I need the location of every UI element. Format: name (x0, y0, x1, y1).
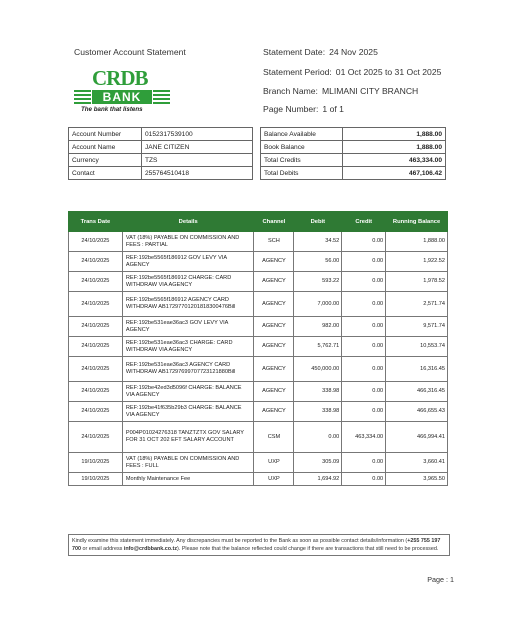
balance-row (261, 141, 446, 154)
trans-credit: 0.00 (342, 317, 386, 337)
trans-credit: 0.00 (342, 272, 386, 292)
logo-wordmark: CRDB (92, 66, 148, 90)
trans-channel: UXP (254, 453, 294, 473)
trans-credit: 0.00 (342, 292, 386, 317)
trans-details: VAT (18%) PAYABLE ON COMMISSION AND FEES : PARTIAL (122, 232, 254, 252)
statement-date (263, 47, 378, 57)
logo-tagline: The bank that listens (81, 106, 143, 113)
trans-balance: 3,965.50 (386, 473, 448, 486)
trans-credit: 463,334.00 (342, 422, 386, 453)
trans-credit: 0.00 (342, 382, 386, 402)
branch-name-value: MLIMANI CITY BRANCH (321, 86, 419, 96)
notice-phone: +255 755 197 700 (72, 538, 441, 552)
trans-channel: AGENCY (254, 292, 294, 317)
trans-balance: 466,655.43 (386, 402, 448, 422)
trans-debit: 593.22 (294, 272, 342, 292)
account-row (69, 154, 253, 167)
trans-channel: AGENCY (254, 252, 294, 272)
statement-date-value: 24 Nov 2025 (329, 47, 378, 57)
transactions-table (68, 211, 448, 486)
trans-date: 19/10/2025 (69, 473, 123, 486)
column-header-channel: Channel (254, 212, 294, 232)
trans-details: P004P01024276318 TANZTZTX GOV SALARY FOR 31 OCT 202 EFT SALARY ACCOUNT (122, 422, 254, 453)
trans-details: REF:192be5565f186912 GOV LEVY VIA AGENCY (122, 252, 254, 272)
trans-date: 24/10/2025 (69, 357, 123, 382)
column-header-credit: Credit (342, 212, 386, 232)
trans-details: REF:192be41f635b29b3 CHARGE: BALANCE VIA AGENCY (122, 402, 254, 422)
column-header-debit: Debit (294, 212, 342, 232)
trans-channel: UXP (254, 473, 294, 486)
table-row (69, 422, 448, 453)
page-number (263, 104, 344, 114)
balance-value: 1,888.00 (343, 141, 446, 154)
account-value: TZS (142, 154, 253, 167)
trans-balance: 3,660.41 (386, 453, 448, 473)
page-footer: Page : 1 (427, 575, 454, 584)
trans-credit: 0.00 (342, 473, 386, 486)
balance-label: Total Debits (261, 167, 343, 180)
account-label: Currency (69, 154, 142, 167)
trans-details: REF:192be5565f186912 AGENCY CARD WITHDRAW AB17297701201818300476Bill (122, 292, 254, 317)
trans-credit: 0.00 (342, 453, 386, 473)
trans-debit: 982.00 (294, 317, 342, 337)
notice-email-link[interactable]: info@crdbbank.co.tz (123, 546, 178, 552)
trans-debit: 0.00 (294, 422, 342, 453)
account-label: Account Number (69, 128, 142, 141)
trans-details: REF:192be531eae36ac3 GOV LEVY VIA AGENCY (122, 317, 254, 337)
balance-row (261, 167, 446, 180)
column-header-running-balance: Running Balance (386, 212, 448, 232)
trans-debit: 450,000.00 (294, 357, 342, 382)
balance-value: 467,106.42 (343, 167, 446, 180)
balance-row (261, 128, 446, 141)
table-row (69, 292, 448, 317)
column-header-trans-date: Trans Date (69, 212, 123, 232)
account-value: JANE CITIZEN (142, 141, 253, 154)
trans-balance: 1,922.52 (386, 252, 448, 272)
trans-debit: 338.98 (294, 402, 342, 422)
trans-balance: 1,888.00 (386, 232, 448, 252)
trans-date: 24/10/2025 (69, 402, 123, 422)
balance-value: 463,334.00 (343, 154, 446, 167)
table-row (69, 453, 448, 473)
table-row (69, 382, 448, 402)
statement-period-value: 01 Oct 2025 to 31 Oct 2025 (335, 67, 442, 77)
balance-summary-table (260, 127, 446, 180)
trans-debit: 56.00 (294, 252, 342, 272)
account-value: 0152317539100 (142, 128, 253, 141)
balance-value: 1,888.00 (343, 128, 446, 141)
trans-balance: 1,978.52 (386, 272, 448, 292)
statement-date-label: Statement Date: (263, 47, 326, 57)
notice-text: Kindly examine this statement immediately. Any discrepancies must be reported to the Bank as soon as possible contact details/information ( (72, 538, 408, 544)
trans-date: 24/10/2025 (69, 272, 123, 292)
table-row (69, 252, 448, 272)
trans-channel: AGENCY (254, 272, 294, 292)
trans-debit: 7,000.00 (294, 292, 342, 317)
trans-date: 24/10/2025 (69, 232, 123, 252)
account-row (69, 128, 253, 141)
trans-channel: AGENCY (254, 317, 294, 337)
statement-period-label: Statement Period: (263, 67, 332, 77)
balance-label: Total Credits (261, 154, 343, 167)
logo-bank-text: BANK (92, 90, 152, 104)
table-row (69, 272, 448, 292)
trans-balance: 466,994.41 (386, 422, 448, 453)
account-label: Contact (69, 167, 142, 180)
table-row (69, 232, 448, 252)
trans-debit: 305.09 (294, 453, 342, 473)
trans-debit: 338.98 (294, 382, 342, 402)
notice-text: or email address (81, 546, 124, 552)
trans-channel: CSM (254, 422, 294, 453)
logo-stripes-left (74, 90, 91, 104)
trans-credit: 0.00 (342, 402, 386, 422)
trans-channel: AGENCY (254, 357, 294, 382)
trans-details: REF:192be42ed3d5096f CHARGE: BALANCE VIA AGENCY (122, 382, 254, 402)
account-row (69, 167, 253, 180)
notice-text: ). Please note that the balance reflected could change if there are transactions that still need to be processed. (177, 546, 439, 552)
trans-date: 24/10/2025 (69, 422, 123, 453)
document-title: Customer Account Statement (74, 47, 186, 57)
trans-date: 19/10/2025 (69, 453, 123, 473)
balance-label: Balance Available (261, 128, 343, 141)
trans-debit: 34.52 (294, 232, 342, 252)
trans-credit: 0.00 (342, 252, 386, 272)
trans-credit: 0.00 (342, 232, 386, 252)
account-details-table (68, 127, 253, 180)
transactions-header-row (69, 212, 448, 232)
balance-row (261, 154, 446, 167)
trans-credit: 0.00 (342, 357, 386, 382)
trans-balance: 16,316.45 (386, 357, 448, 382)
trans-details: REF:192be5565f186912 CHARGE: CARD WITHDRAW VIA AGENCY (122, 272, 254, 292)
bank-logo (74, 66, 174, 112)
trans-date: 24/10/2025 (69, 252, 123, 272)
trans-date: 24/10/2025 (69, 382, 123, 402)
trans-debit: 1,694.92 (294, 473, 342, 486)
trans-credit: 0.00 (342, 337, 386, 357)
table-row (69, 317, 448, 337)
logo-stripes-right (153, 90, 170, 104)
table-row (69, 473, 448, 486)
account-value: 255764510418 (142, 167, 253, 180)
trans-date: 24/10/2025 (69, 292, 123, 317)
trans-balance: 466,316.45 (386, 382, 448, 402)
trans-details: Monthly Maintenance Fee (122, 473, 254, 486)
trans-channel: AGENCY (254, 402, 294, 422)
page-number-value: 1 of 1 (322, 104, 344, 114)
statement-notice (68, 534, 450, 556)
trans-channel: SCH (254, 232, 294, 252)
trans-details: REF:192be531eae36ac3 CHARGE: CARD WITHDRAW VIA AGENCY (122, 337, 254, 357)
table-row (69, 402, 448, 422)
balance-label: Book Balance (261, 141, 343, 154)
trans-channel: AGENCY (254, 337, 294, 357)
table-row (69, 357, 448, 382)
trans-date: 24/10/2025 (69, 317, 123, 337)
logo-band (74, 90, 170, 104)
branch-name-label: Branch Name: (263, 86, 318, 96)
account-label: Account Name (69, 141, 142, 154)
trans-balance: 2,571.74 (386, 292, 448, 317)
trans-balance: 10,553.74 (386, 337, 448, 357)
page-number-label: Page Number: (263, 104, 319, 114)
trans-date: 24/10/2025 (69, 337, 123, 357)
trans-details: VAT (18%) PAYABLE ON COMMISSION AND FEES : FULL (122, 453, 254, 473)
trans-channel: AGENCY (254, 382, 294, 402)
trans-details: REF:192be531eae36ac3 AGENCY CARD WITHDRAW AB17297699707723121880Bill (122, 357, 254, 382)
table-row (69, 337, 448, 357)
trans-balance: 9,571.74 (386, 317, 448, 337)
account-row (69, 141, 253, 154)
branch-name (263, 86, 418, 96)
column-header-details: Details (122, 212, 254, 232)
trans-debit: 5,762.71 (294, 337, 342, 357)
statement-period (263, 67, 441, 77)
